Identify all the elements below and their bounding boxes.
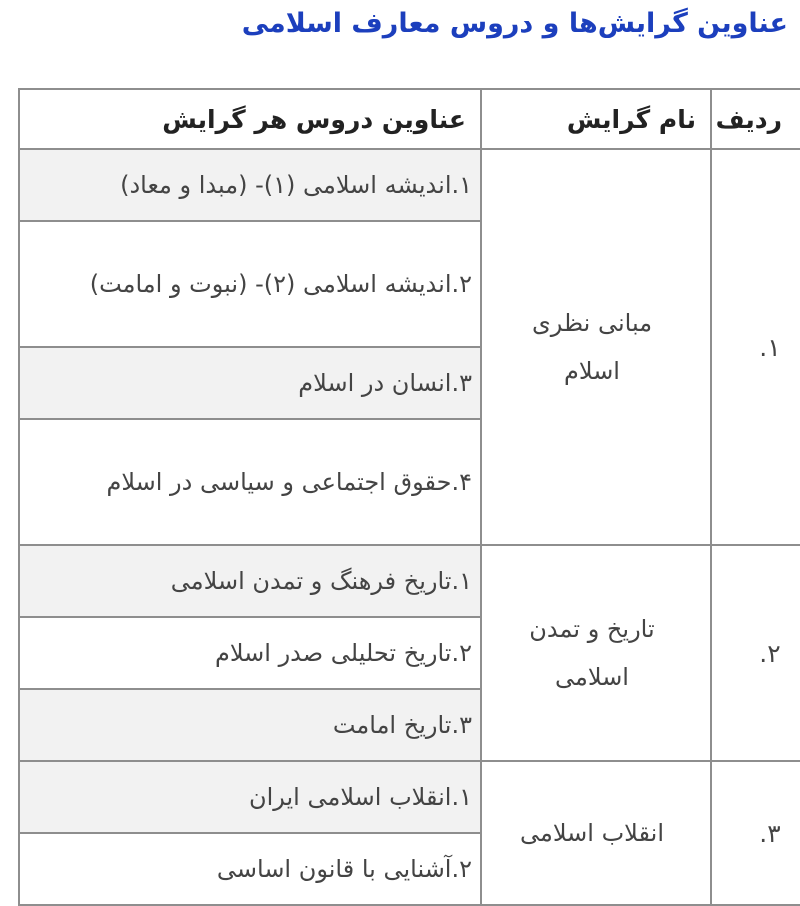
- table-header-row: [19, 89, 800, 149]
- table-row: [19, 545, 800, 617]
- track-name-cell: تاریخ و تمدن اسلامی: [481, 545, 711, 761]
- track-name-cell: مبانی نظری اسلام: [481, 149, 711, 545]
- course-cell: ۳.انسان در اسلام: [19, 347, 481, 419]
- course-cell: ۲.آشنایی با قانون اساسی: [19, 833, 481, 905]
- table-row: [19, 761, 800, 833]
- column-header-track-name: نام گرایش: [481, 89, 711, 149]
- course-cell: ۱.تاریخ فرهنگ و تمدن اسلامی: [19, 545, 481, 617]
- course-cell: ۲.اندیشه اسلامی (۲)- (نبوت و امامت): [19, 221, 481, 347]
- column-header-row-number: ردیف: [711, 89, 800, 149]
- courses-table: [18, 88, 800, 906]
- row-number-cell: ۱.: [711, 149, 800, 545]
- course-cell: ۳.تاریخ امامت: [19, 689, 481, 761]
- column-header-course-titles: عناوین دروس هر گرایش: [19, 89, 481, 149]
- course-cell: ۱.اندیشه اسلامی (۱)- (مبدا و معاد): [19, 149, 481, 221]
- track-name-cell: انقلاب اسلامی: [481, 761, 711, 905]
- row-number-cell: ۳.: [711, 761, 800, 905]
- page-title: عناوین گرایش‌ها و دروس معارف اسلامی: [241, 8, 788, 39]
- course-cell: ۱.انقلاب اسلامی ایران: [19, 761, 481, 833]
- course-cell: ۴.حقوق اجتماعی و سیاسی در اسلام: [19, 419, 481, 545]
- course-cell: ۲.تاریخ تحلیلی صدر اسلام: [19, 617, 481, 689]
- courses-table-container: [10, 88, 800, 906]
- table-row: [19, 149, 800, 221]
- row-number-cell: ۲.: [711, 545, 800, 761]
